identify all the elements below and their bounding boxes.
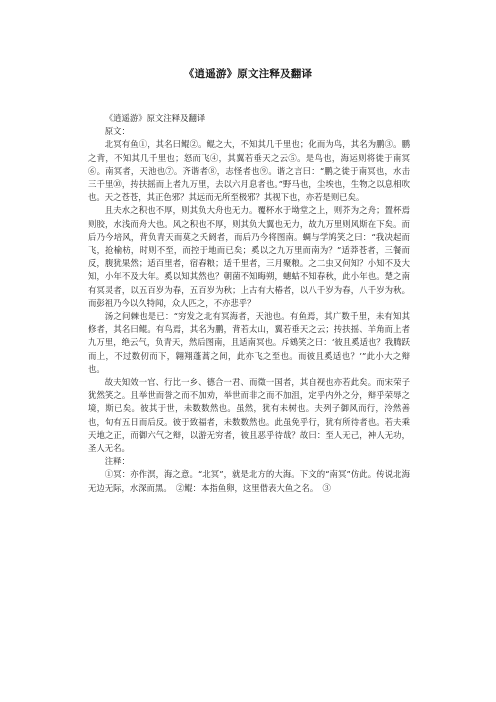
notes-paragraph: ①冥：亦作溟，海之意。“北冥”，就是北方的大海。下文的“南冥”仿此。传说北海无边无际，水深而黑。 ②鲲：本指鱼卵，这里借表大鱼之名。 ③ [88, 469, 410, 493]
section-label-notes: 注释： [104, 456, 130, 467]
paragraph-4: 故夫知效一官、行比一乡、德合一君、而徵一国者，其自视也亦若此矣。而宋荣子犹然笑之。且举世而誉之而不加劝，举世而非之而不加沮，定乎内外之分，辩乎荣辱之境，斯已矣。彼其于世，未数数然也。虽然，犹有未树也。夫列子御风而行，泠然善也，旬有五日而后反。彼于致福者，未数数然也。此虽免乎行，犹有所待者也。若夫乘天地之正，而御六气之辩，以游无穷者，彼且恶乎待哉？故曰：至人无己，神人无功，圣人无名。 [88, 377, 410, 454]
paragraph-3: 汤之问棘也是已：“穷发之北有冥海者，天池也。有鱼焉，其广数千里，未有知其修者，其名曰鲲。有鸟焉，其名为鹏，背若太山，翼若垂天之云；抟扶摇、羊角而上者九万里，绝云气，负青天，然后图南，且适南冥也。斥鴳笑之曰：‘彼且奚适也？我腾跃而上，不过数仞而下，翱翔蓬蒿之间，此亦飞之至也。而彼且奚适也？’”此小大之辩也。 [88, 311, 410, 374]
paragraph-2: 且夫水之积也不厚，则其负大舟也无力。覆杯水于坳堂之上，则芥为之舟；置杯焉则胶，水浅而舟大也。风之积也不厚，则其负大翼也无力，故九万里则风斯在下矣。而后乃今培风，背负青天而莫之夭阏者，而后乃今将图南。蜩与学鸠笑之曰：“我决起而飞，抢榆枋，时则不至，而控于地而已矣；奚以之九万里而南为？”适莽苍者，三餐而反，腹犹果然；适百里者，宿舂粮；适千里者，三月聚粮。之二虫又何知？小知不及大知，小年不及大年。奚以知其然也？朝菌不知晦朔，蟪蛄不知春秋，此小年也。楚之南有冥灵者，以五百岁为春，五百岁为秋；上古有大椿者，以八千岁为春，八千岁为秋。而彭祖乃今以久特闻，众人匹之，不亦悲乎？ [88, 205, 410, 308]
paragraph-1: 北冥有鱼①，其名曰鲲②。鲲之大，不知其几千里也；化而为鸟，其名为鹏③。鹏之背，不知其几千里也；怒而飞④，其翼若垂天之云⑤。是鸟也，海运则将徙于南冥⑥。南冥者，天池也⑦。齐谐者⑧，志怪者也⑨。谐之言曰：“鹏之徙于南冥也，水击三千里⑩，抟扶摇而上者九万里，去以六月息者也。”野马也，尘埃也，生物之以息相吹也。天之苍苍，其正色邪？其远而无所至极邪？其视下也，亦若是则已矣。 [88, 139, 410, 203]
document-title: 《逍遥游》原文注释及翻译 [183, 68, 313, 80]
subtitle-line: 《逍遥游》原文注释及翻译 [104, 113, 206, 123]
section-label-original: 原文： [104, 126, 130, 137]
document-body [88, 112, 410, 495]
